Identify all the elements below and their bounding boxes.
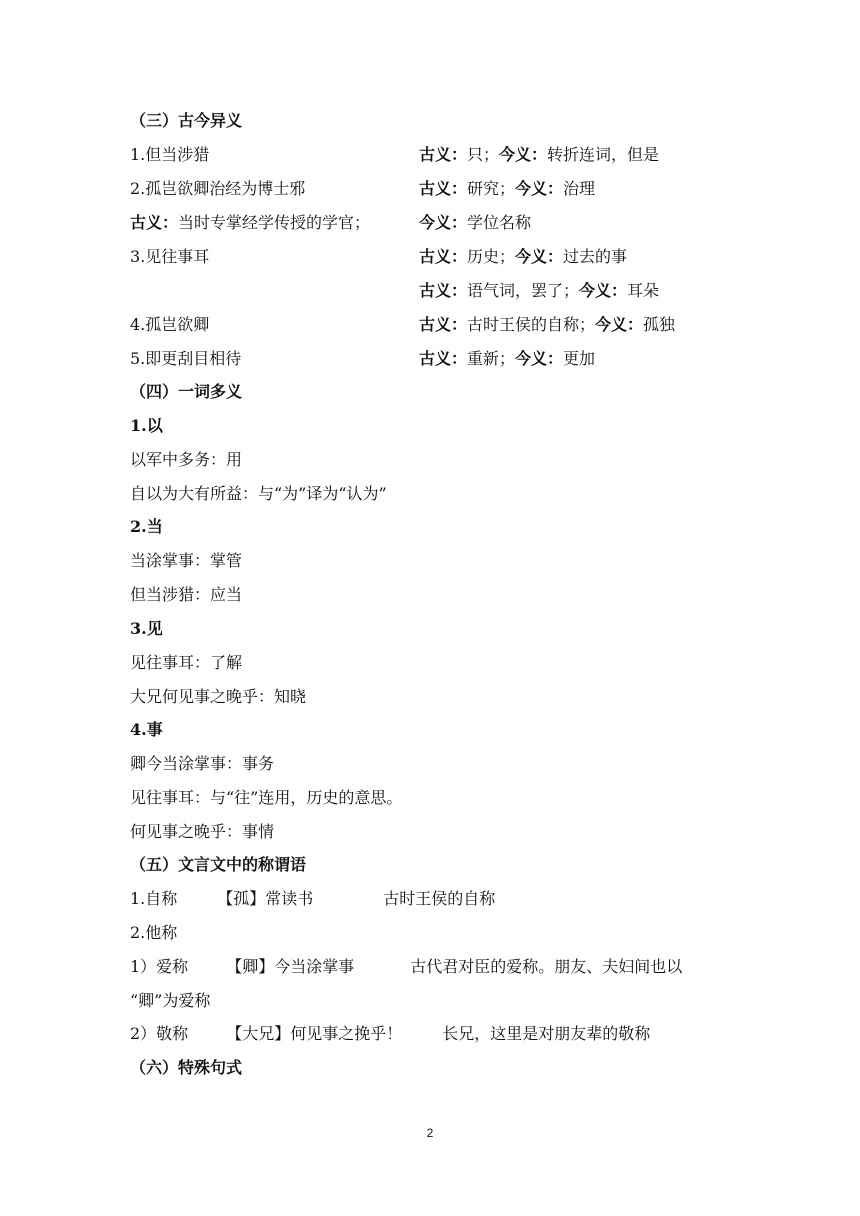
appellation-line-1 <box>130 888 495 910</box>
value-jin: 学位名称 <box>467 213 532 232</box>
row-7-right <box>419 348 595 370</box>
sense-line: 何见事之晚乎：事情 <box>130 822 275 841</box>
explanation-text: 古代君对臣的爱称。朋友、夫妇间也以 <box>410 957 683 976</box>
sense-line: 见往事耳：与“往”连用，历史的意思。 <box>130 788 403 807</box>
row-1-left: 1.但当涉猎 <box>130 145 210 164</box>
word-heading-yi: 1.以 <box>130 416 163 435</box>
sense-line: 大兄何见事之晚乎：知晓 <box>130 687 307 706</box>
explanation-text: 长兄，这里是对朋友辈的敬称 <box>442 1024 651 1043</box>
row-4-right <box>419 246 627 268</box>
label-gu: 古义： <box>419 145 468 164</box>
label-jin: 今义： <box>499 145 548 164</box>
section-heading-chengweiyu: （五）文言文中的称谓语 <box>130 855 307 874</box>
appellation-line-2: 2.他称 <box>130 923 178 942</box>
label-gu: 古义： <box>419 281 468 300</box>
value-jin: 更加 <box>563 349 596 368</box>
value-gu: 历史； <box>467 247 516 266</box>
row-6-right <box>419 314 675 336</box>
example-text: 【孤】常读书 <box>217 889 314 908</box>
category-label: 1）爱称 <box>130 957 189 976</box>
value-jin: 转折连词，但是 <box>547 145 660 164</box>
value-jin: 过去的事 <box>563 247 628 266</box>
word-heading-shi: 4.事 <box>130 720 163 739</box>
label-jin: 今义： <box>579 281 628 300</box>
row-3-left <box>130 212 370 234</box>
row-4-left: 3.见往事耳 <box>130 247 210 266</box>
value-jin: 耳朵 <box>627 281 660 300</box>
label-jin: 今义： <box>515 349 564 368</box>
row-7-left: 5.即更刮目相待 <box>130 349 242 368</box>
row-1-right <box>419 144 659 166</box>
appellation-line-4: “卿”为爱称 <box>130 991 211 1010</box>
sense-line: 以军中多务：用 <box>130 450 243 469</box>
appellation-line-5 <box>130 1023 650 1045</box>
value-jin: 治理 <box>563 179 596 198</box>
appellation-line-3 <box>130 956 682 978</box>
sense-line: 自以为大有所益：与“为”译为“认为” <box>130 484 387 503</box>
example-text: 【大兄】何见事之挽乎！ <box>226 1024 403 1043</box>
label-jin: 今义： <box>419 213 468 232</box>
category-label: 2）敬称 <box>130 1024 189 1043</box>
value-jin: 孤独 <box>643 315 676 334</box>
value-gu: 语气词，罢了； <box>467 281 580 300</box>
section-heading-yici-duoyi: （四）一词多义 <box>130 382 243 401</box>
sense-line: 当涂掌事：掌管 <box>130 551 243 570</box>
sense-line: 但当涉猎：应当 <box>130 585 243 604</box>
section-heading-gujin-yiyi: （三）古今异义 <box>130 111 243 130</box>
page-number: 2 <box>426 1126 434 1140</box>
example-text: 【卿】今当涂掌事 <box>226 957 355 976</box>
category-label: 1.自称 <box>130 889 178 908</box>
label-jin: 今义： <box>595 315 644 334</box>
value-gu: 重新； <box>467 349 516 368</box>
label-gu: 古义： <box>419 349 468 368</box>
label-gu: 古义： <box>419 315 468 334</box>
row-3-right <box>419 212 531 234</box>
row-6-left: 4.孤岂欲卿 <box>130 315 210 334</box>
label-jin: 今义： <box>515 179 564 198</box>
explanation-text: 古时王侯的自称 <box>383 889 496 908</box>
section-heading-teshu-jushi: （六）特殊句式 <box>130 1058 243 1077</box>
word-heading-jian: 3.见 <box>130 619 163 638</box>
value-gu: 只； <box>467 145 500 164</box>
row-5-right <box>419 280 659 302</box>
row-2-right <box>419 178 595 200</box>
sense-line: 卿今当涂掌事：事务 <box>130 754 275 773</box>
label-gu: 古义： <box>130 213 179 232</box>
label-gu: 古义： <box>419 247 468 266</box>
value-gu: 研究； <box>467 179 516 198</box>
label-jin: 今义： <box>515 247 564 266</box>
value-gu: 当时专掌经学传授的学官； <box>178 213 371 232</box>
row-2-left: 2.孤岂欲卿治经为博士邪 <box>130 179 306 198</box>
word-heading-dang: 2.当 <box>130 517 163 536</box>
label-gu: 古义： <box>419 179 468 198</box>
value-gu: 古时王侯的自称； <box>467 315 596 334</box>
sense-line: 见往事耳：了解 <box>130 653 243 672</box>
